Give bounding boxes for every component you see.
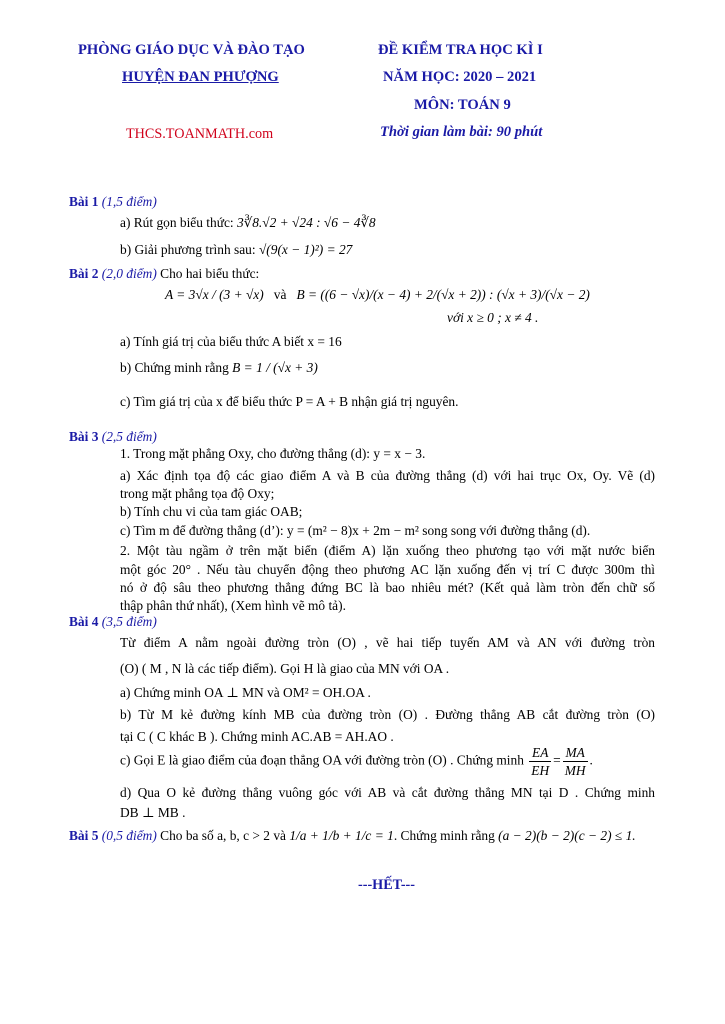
- bai4-heading: [69, 614, 157, 630]
- bai1-b-expression: √(9(x − 1)²) = 27: [258, 242, 353, 257]
- bai5-title: Bài 5: [69, 828, 99, 843]
- bai3-p1a-line2: trong mặt phẳng tọa độ Oxy;: [120, 486, 275, 501]
- expr-A: A = 3√x / (3 + √x): [165, 287, 264, 302]
- bai1-part-a: [120, 215, 376, 231]
- bai3-p1a-line1: a) Xác định tọa độ các giao điểm A và B của đường thẳng (d) với hai trục Ox, Oy. Vẽ (d): [120, 468, 655, 483]
- bai4-title: Bài 4: [69, 614, 99, 629]
- bai3-p2-line1: 2. Một tàu ngầm ở trên mặt biển (điểm A) lặn xuống theo phương tạo với mặt nước biển: [120, 543, 655, 558]
- department-name: PHÒNG GIÁO DỤC VÀ ĐÀO TẠO: [78, 42, 305, 58]
- bai2-b-text: b) Chứng minh rằng: [120, 360, 229, 375]
- bai3-p1b: b) Tính chu vi của tam giác OAB;: [120, 504, 303, 519]
- expr-B: B = ((6 − √x)/(x − 4) + 2/(√x + 2)) : (√x + 3)/(√x − 2): [296, 287, 590, 302]
- bai2-title: Bài 2: [69, 266, 99, 281]
- frac-denominator: MH: [564, 763, 586, 778]
- bai5-inequality: (a − 2)(b − 2)(c − 2) ≤ 1.: [498, 828, 636, 843]
- exam-title: ĐỀ KIỂM TRA HỌC KÌ I: [378, 42, 543, 58]
- bai4-part-d-line2: DB ⊥ MB .: [120, 805, 186, 820]
- school-year: NĂM HỌC: 2020 – 2021: [383, 69, 537, 85]
- bai4-c-text: c) Gọi E là giao điểm của đoạn thẳng OA với đường tròn (O) . Chứng minh: [120, 752, 524, 768]
- bai3-p2-line4: thập phân thứ nhất), (Xem hình vẽ mô tả).: [120, 598, 346, 613]
- bai4-part-b-line1: b) Từ M kẻ đường kính MB của đường tròn (O) . Đường thẳng AB cắt đường tròn (O): [120, 707, 655, 722]
- frac-numerator: EA: [529, 744, 551, 762]
- district-name: HUYỆN ĐAN PHƯỢNG: [122, 69, 279, 85]
- bai1-a-expression: 3∛8.√2 + √24 : √6 − 4∛8: [236, 215, 376, 230]
- end-marker: ---HẾT---: [358, 877, 416, 893]
- frac-denominator: EH: [531, 763, 550, 778]
- bai2-intro: Cho hai biểu thức:: [160, 266, 260, 281]
- bai5-line: [69, 828, 636, 844]
- bai5-condition: 1/a + 1/b + 1/c = 1: [289, 828, 394, 843]
- bai4-part-d-line1: d) Qua O kẻ đường thẳng vuông góc với AB và cắt đường thẳng MN tại D . Chứng minh: [120, 785, 655, 800]
- frac-numerator: MA: [563, 744, 588, 762]
- bai2-b-expression: B = 1 / (√x + 3): [232, 360, 318, 375]
- bai1-part-b: [120, 242, 352, 258]
- subject: MÔN: TOÁN 9: [414, 97, 511, 113]
- site-watermark: THCS.TOANMATH.com: [126, 126, 274, 142]
- bai4-part-a: a) Chứng minh OA ⊥ MN và OM² = OH.OA .: [120, 685, 371, 700]
- bai5-text2: . Chứng minh rằng: [393, 828, 495, 843]
- time-limit: Thời gian làm bài: 90 phút: [380, 124, 543, 140]
- bai2-part-c: c) Tìm giá trị của x để biểu thức P = A + B nhận giá trị nguyên.: [120, 394, 459, 409]
- bai5-points: (0,5 điểm): [101, 828, 157, 843]
- bai3-p1-intro: 1. Trong mặt phẳng Oxy, cho đường thẳng (d): y = x − 3.: [120, 446, 426, 461]
- fraction-ma-mh: [563, 744, 588, 779]
- bai3-heading: [69, 429, 157, 445]
- bai3-title: Bài 3: [69, 429, 99, 444]
- bai1-points: (1,5 điểm): [101, 194, 157, 209]
- bai2-condition: [447, 310, 538, 326]
- fraction-ea-eh: [529, 744, 551, 779]
- bai5-text1: Cho ba số a, b, c > 2 và: [160, 828, 286, 843]
- bai1-b-text: b) Giải phương trình sau:: [120, 242, 256, 257]
- bai2-cond-text: với x ≥ 0 ; x ≠ 4 .: [447, 310, 539, 325]
- bai4-intro-line2: (O) ( M , N là các tiếp điểm). Gọi H là giao của MN với OA .: [120, 661, 450, 676]
- bai1-a-text: a) Rút gọn biểu thức:: [120, 215, 234, 230]
- bai3-points: (2,5 điểm): [101, 429, 157, 444]
- bai4-part-c: c) Gọi E là giao điểm của đoạn thẳng OA với đường tròn (O) . Chứng minh $\frac{EA}{EH}$ = $\frac{MA}{MH}$ .: [120, 745, 593, 778]
- bai1-heading: [69, 194, 157, 210]
- bai2-part-a: a) Tính giá trị của biểu thức A biết x = 16: [120, 334, 342, 349]
- bai2-points: (2,0 điểm): [101, 266, 157, 281]
- bai1-title: Bài 1: [69, 194, 99, 209]
- bai3-p2-line2: một góc 20° . Nếu tàu chuyển động theo phương AC lặn xuống đến vị trí C được 300m thì: [120, 562, 655, 577]
- bai2-heading: [69, 266, 259, 282]
- bai3-p2-line3: nó ở độ sâu theo phương thẳng đứng BC là bao nhiêu mét? (Kết quả làm tròn đến chữ số: [120, 580, 655, 595]
- bai4-part-b-line2: tại C ( C khác B ). Chứng minh AC.AB = AH.AO .: [120, 729, 394, 744]
- bai3-p1c: c) Tìm m để đường thẳng (d’): y = (m² − 8)x + 2m − m² song song với đường thẳng (d).: [120, 523, 591, 538]
- bai2-part-b: [120, 360, 318, 376]
- bai4-intro-line1: Từ điểm A nằm ngoài đường tròn (O) , vẽ hai tiếp tuyến AM và AN với đường tròn: [120, 635, 655, 650]
- bai2-definitions: A = 3√x / (3 + √x) và B = ((6 − √x)/(x − 4) + 2/(√x + 2)) : (√x + 3)/(√x − 2): [165, 287, 590, 302]
- bai4-points: (3,5 điểm): [101, 614, 157, 629]
